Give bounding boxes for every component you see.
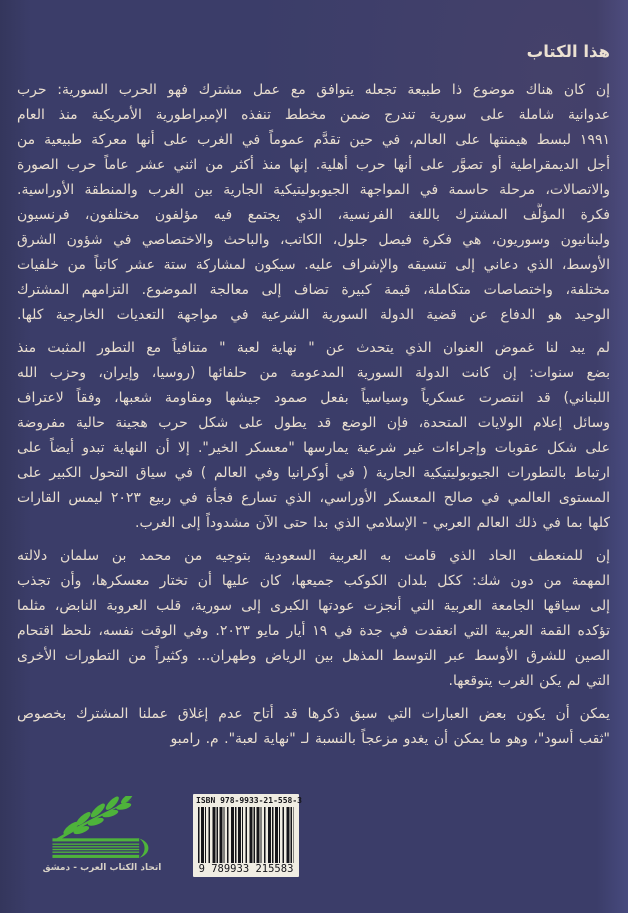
text-line: ١٩٩١ لبسط هيمنتها على العالم، في حين تقدَّم عموماً في الغرب على أنها معركة طبيعية من — [17, 132, 610, 148]
isbn-label: ISBN 978-9933-21-558-3 — [196, 796, 302, 805]
text-line: الوحيد هو الدفاع عن قضية الدولة السورية الشرعية في مواجهة التعديات الخارجية كلها. — [17, 307, 610, 323]
text-line: لم يبد لنا غموض العنوان الذي يتحدث عن " نهاية لعبة " متنافياً مع التطور المثبت منذ — [17, 340, 610, 356]
paragraph — [17, 544, 610, 694]
publisher-name: اتحاد الكتاب العرب - دمشق — [42, 863, 162, 873]
text-line: والاتصالات، مرحلة حاسمة في المواجهة الجيوبوليتيكية الجارية بين الغرب والمنطقة الأوراسية. — [17, 182, 610, 198]
paragraph — [17, 78, 610, 328]
text-line: فكرة المؤلَّف المشترك باللغة الفرنسية، الذي يجتمع فيه مؤلفون مختلفون، فرنسيون — [17, 207, 610, 223]
text-line: بضع سنوات: إن كانت الدولة السورية المدعومة من حلفائها (روسيا، وإيران، وحزب الله — [17, 365, 610, 381]
text-line: اللبناني) قد انتصرت عسكرياً وسياسياً بفعل صمود جيشها ومقاومة شعبها، وفقاً لاعتراف — [17, 390, 610, 406]
text-line: المهمة من دون شك: ككل بلدان الكوكب جميعها، كان عليها أن تختار معسكرها، وأن تجذب — [17, 573, 610, 589]
text-line: التي لم يكن الغرب يتوقعها. — [448, 673, 610, 689]
text-line: ارتباط بالتطورات الجيوبوليتيكية الجارية ( في أوكرانيا وفي العالم ) في سياق التحول الكبير على — [17, 465, 610, 481]
text-line: الصين للشرق الأوسط عبر التوسط المذهل بين الرياض وطهران... وكثيراً من التطورات الأخرى — [17, 648, 610, 664]
section-title: هذا الكتاب — [526, 42, 610, 61]
synopsis-text — [17, 78, 610, 760]
paragraph — [17, 702, 610, 752]
text-line: يمكن أن يكون بعض العبارات التي سبق ذكرها قد أتاح عدم إغلاق عملنا المشترك بخصوص — [17, 706, 610, 722]
text-line: إلى سياقها الجامعة العربية التي أنجزت عودتها الكبرى إلى سورية، قلب العروبة النابض، مثلما — [17, 598, 610, 614]
text-line: كلها بما في ذلك العالم العربي - الإسلامي الذي بدا حتى الآن مشدوداً إلى الغرب. — [135, 515, 610, 531]
paragraph — [17, 336, 610, 536]
text-line: عدوانية شاملة على سورية تندرج ضمن مخطط تنفذه الإمبراطورية الأمريكية منذ العام — [17, 107, 610, 123]
barcode-bars — [198, 807, 294, 863]
text-line: ولبنانيون وسوريون، هي فكرة فيصل جلول، الكاتب، والباحث والاختصاصي في شؤون الشرق — [17, 232, 610, 248]
text-line: الأوسط، الذي دعاني إلى تنسيقه والإشراف عليه. سيكون لمشاركة ستة عشر كاتباً من خلفيات — [17, 257, 610, 273]
text-line: إن كان هناك موضوع ذا طبيعة تجعله يتوافق مع عمل مشترك فهو الحرب السورية: حرب — [17, 82, 610, 98]
text-line: تؤكده القمة العربية التي انعقدت في جدة في ١٩ أيار مايو ٢٠٢٣. وفي الوقت نفسه، نلحظ اقتحام — [17, 623, 610, 639]
text-line: مختلفة، واختصاصات متكاملة، قيمة كبيرة تضاف إلى معالجة الموضوع. التزامهم المشترك — [17, 282, 610, 298]
ean-number: 9 789933 215583 — [198, 863, 294, 875]
text-line: المستوى العالمي في صالح المعسكر الأوراسي، الذي تسارع فجأة في ربيع ٢٠٢٣ ليمس القارات — [17, 490, 610, 506]
publisher-logo-block — [42, 796, 162, 873]
text-line: أجل الديمقراطية أو تصوَّر على أنها حرب أهلية. إنها منذ أكثر من اثني عشر عاماً حرب الصورة — [17, 157, 610, 173]
isbn-barcode — [193, 794, 302, 877]
text-line: وسائل إعلام الولايات المتحدة، فإن الوضع قد يطول على شكل حرب هجينة حالية مفروضة — [17, 415, 610, 431]
text-line: إن للمنعطف الحاد الذي قامت به العربية السعودية بتوجيه من محمد بن سلمان دلالته — [17, 548, 610, 564]
text-line: على شكل عقوبات وإجراءات غير شرعية يمارسها "معسكر الخير". إلا أن النهاية تبدو أيضاً على — [17, 440, 610, 456]
text-line: "ثقب أسود"، وهو ما يمكن أن يغدو مزعجاً بالنسبة لـ "نهاية لعبة". م. رامبو — [170, 731, 610, 747]
book-and-olive-branch-icon — [42, 796, 162, 860]
